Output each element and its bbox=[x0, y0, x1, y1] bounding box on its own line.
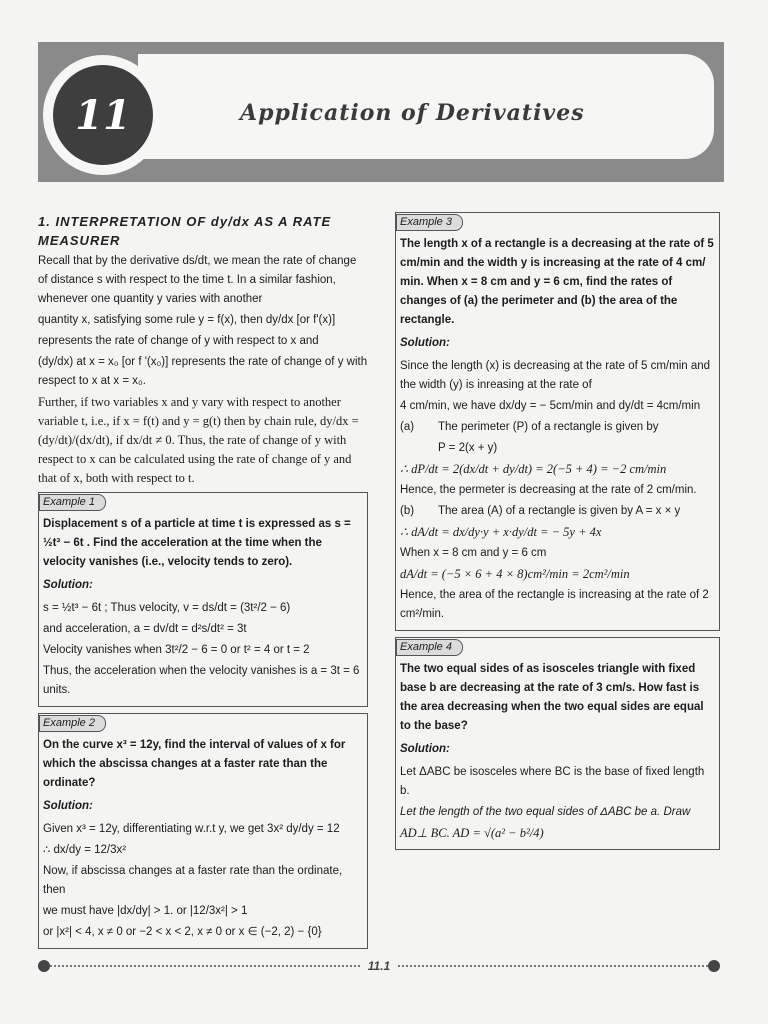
chapter-title: Application of Derivatives bbox=[240, 100, 585, 126]
example-4-line-3: AD⊥ BC. AD = √(a² − b²/4) bbox=[400, 826, 544, 840]
section-heading: 1. INTERPRETATION OF dy/dx AS A RATE MEASURER bbox=[38, 214, 332, 248]
left-column bbox=[38, 212, 368, 955]
section-paragraph-2: quantity x, satisfying some rule y = f(x), then dy/dx [or f'(x)] bbox=[38, 314, 336, 326]
example-3-part-b-label: (b) bbox=[400, 505, 415, 517]
example-1-line-4: Thus, the acceleration when the velocity vanishes is a = 3t = 6 units. bbox=[43, 665, 360, 696]
example-1-box bbox=[38, 492, 368, 707]
example-3-part-b-result: Hence, the area of the rectangle is increasing at the rate of 2 cm²/min. bbox=[400, 589, 709, 620]
section-paragraph-5: Further, if two variables x and y vary with respect to another variable t, i.e., if x = f(t) and y = g(t) then by chain rule, dy/dx = (dy/dt)/(dx/dt), if dx/dt ≠ 0. Thus, the rate of change of y with respect to x can be calculated using the rate of change of y and that of x, both with respect to t. bbox=[38, 395, 359, 485]
example-4-line-2: Let the length of the two equal sides of ΔABC be a. Draw bbox=[400, 806, 691, 818]
example-2-box bbox=[38, 713, 368, 949]
example-1-question: Displacement s of a particle at time t is expressed as s = ½t³ − 6t . Find the acceleration at the time when the velocity vanishes (i.e., velocity tends to zero). bbox=[43, 518, 351, 568]
example-3-solution-label: Solution: bbox=[400, 337, 450, 349]
example-2-question: On the curve x³ = 12y, find the interval of values of x for which the abscissa changes at a faster rate than the ordinate? bbox=[43, 739, 346, 789]
example-3-part-a-formula: P = 2(x + y) bbox=[438, 442, 498, 454]
example-3-part-b bbox=[400, 502, 715, 521]
example-2-line-5: or |x²| < 4, x ≠ 0 or −2 < x < 2, x ≠ 0 or x ∈ (−2, 2) − {0} bbox=[43, 926, 322, 938]
example-3-question: The length x of a rectangle is a decreasing at the rate of 5 cm/min and the width y is increasing at the rate of 4 cm/ min. When x = 8 cm and y = 6 cm, find the rates of changes of (a) the perimeter and (b) the area of the rectangle. bbox=[400, 238, 714, 326]
example-3-part-b-when: When x = 8 cm and y = 6 cm bbox=[400, 547, 547, 559]
example-3-box bbox=[395, 212, 720, 631]
example-3-line-2: 4 cm/min, we have dx/dy = − 5cm/min and dy/dt = 4cm/min bbox=[400, 400, 701, 412]
example-4-question: The two equal sides of as isosceles triangle with fixed base b are decreasing at the rate of 3 cm/s. How fast is the area decreasing when the two equal sides are equal to the base? bbox=[400, 663, 704, 732]
example-3-part-b-calc: ∴ dA/dt = dx/dy·y + x·dy/dt = − 5y + 4x bbox=[400, 525, 602, 539]
example-3-part-b-text: The area (A) of a rectangle is given by A = x × y bbox=[438, 505, 681, 517]
example-3-line-1: Since the length (x) is decreasing at the rate of 5 cm/min and the width (y) is inreasing at the rate of bbox=[400, 360, 711, 391]
example-3-tag: Example 3 bbox=[396, 214, 463, 231]
example-1-solution-label: Solution: bbox=[43, 579, 93, 591]
example-3-part-b-value: dA/dt = (−5 × 6 + 4 × 8)cm²/min = 2cm²/min bbox=[400, 567, 630, 581]
example-2-line-3: Now, if abscissa changes at a faster rate than the ordinate, then bbox=[43, 865, 343, 896]
example-4-box bbox=[395, 637, 720, 850]
example-2-solution-label: Solution: bbox=[43, 800, 93, 812]
section-paragraph-4: (dy/dx) at x = x₀ [or f '(x₀)] represents the rate of change of y with respect to x at x = x₀. bbox=[38, 356, 368, 387]
example-1-tag: Example 1 bbox=[39, 494, 106, 511]
page-footer bbox=[38, 960, 720, 972]
example-4-tag: Example 4 bbox=[396, 639, 463, 656]
example-3-part-a-calc: ∴ dP/dt = 2(dx/dt + dy/dt) = 2(−5 + 4) = −2 cm/min bbox=[400, 462, 667, 476]
example-3-part-a bbox=[400, 418, 715, 437]
example-3-part-a-result: Hence, the permeter is decreasing at the rate of 2 cm/min. bbox=[400, 484, 697, 496]
example-4-line-1: Let ΔABC be isosceles where BC is the base of fixed length b. bbox=[400, 766, 705, 797]
footer-right-ornament bbox=[708, 960, 720, 972]
right-column bbox=[395, 212, 720, 856]
footer-left-dots bbox=[50, 965, 360, 967]
example-1-line-1: s = ½t³ − 6t ; Thus velocity, v = ds/dt = (3t²/2 − 6) bbox=[43, 602, 291, 614]
example-4-solution-label: Solution: bbox=[400, 743, 450, 755]
example-3-part-a-text: The perimeter (P) of a rectangle is given by bbox=[438, 421, 659, 433]
section-paragraph-1: Recall that by the derivative ds/dt, we mean the rate of change of distance s with respect to the time t. In a similar fashion, whenever one quantity y varies with another bbox=[38, 255, 357, 305]
chapter-number-badge bbox=[43, 55, 163, 175]
example-2-tag: Example 2 bbox=[39, 715, 106, 732]
chapter-number: 11 bbox=[53, 65, 153, 165]
example-2-line-2: ∴ dx/dy = 12/3x² bbox=[43, 844, 127, 856]
example-1-line-2: and acceleration, a = dv/dt = d²s/dt² = 3t bbox=[43, 623, 247, 635]
footer-left-ornament bbox=[38, 960, 50, 972]
example-2-line-4: we must have |dx/dy| > 1. or |12/3x²| > 1 bbox=[43, 905, 248, 917]
example-1-line-3: Velocity vanishes when 3t²/2 − 6 = 0 or t² = 4 or t = 2 bbox=[43, 644, 310, 656]
section-paragraph-3: represents the rate of change of y with respect to x and bbox=[38, 335, 319, 347]
example-2-line-1: Given x³ = 12y, differentiating w.r.t y, we get 3x² dy/dy = 12 bbox=[43, 823, 340, 835]
example-3-part-a-label: (a) bbox=[400, 421, 415, 433]
page-number: 11.1 bbox=[367, 959, 391, 973]
footer-right-dots bbox=[398, 965, 708, 967]
